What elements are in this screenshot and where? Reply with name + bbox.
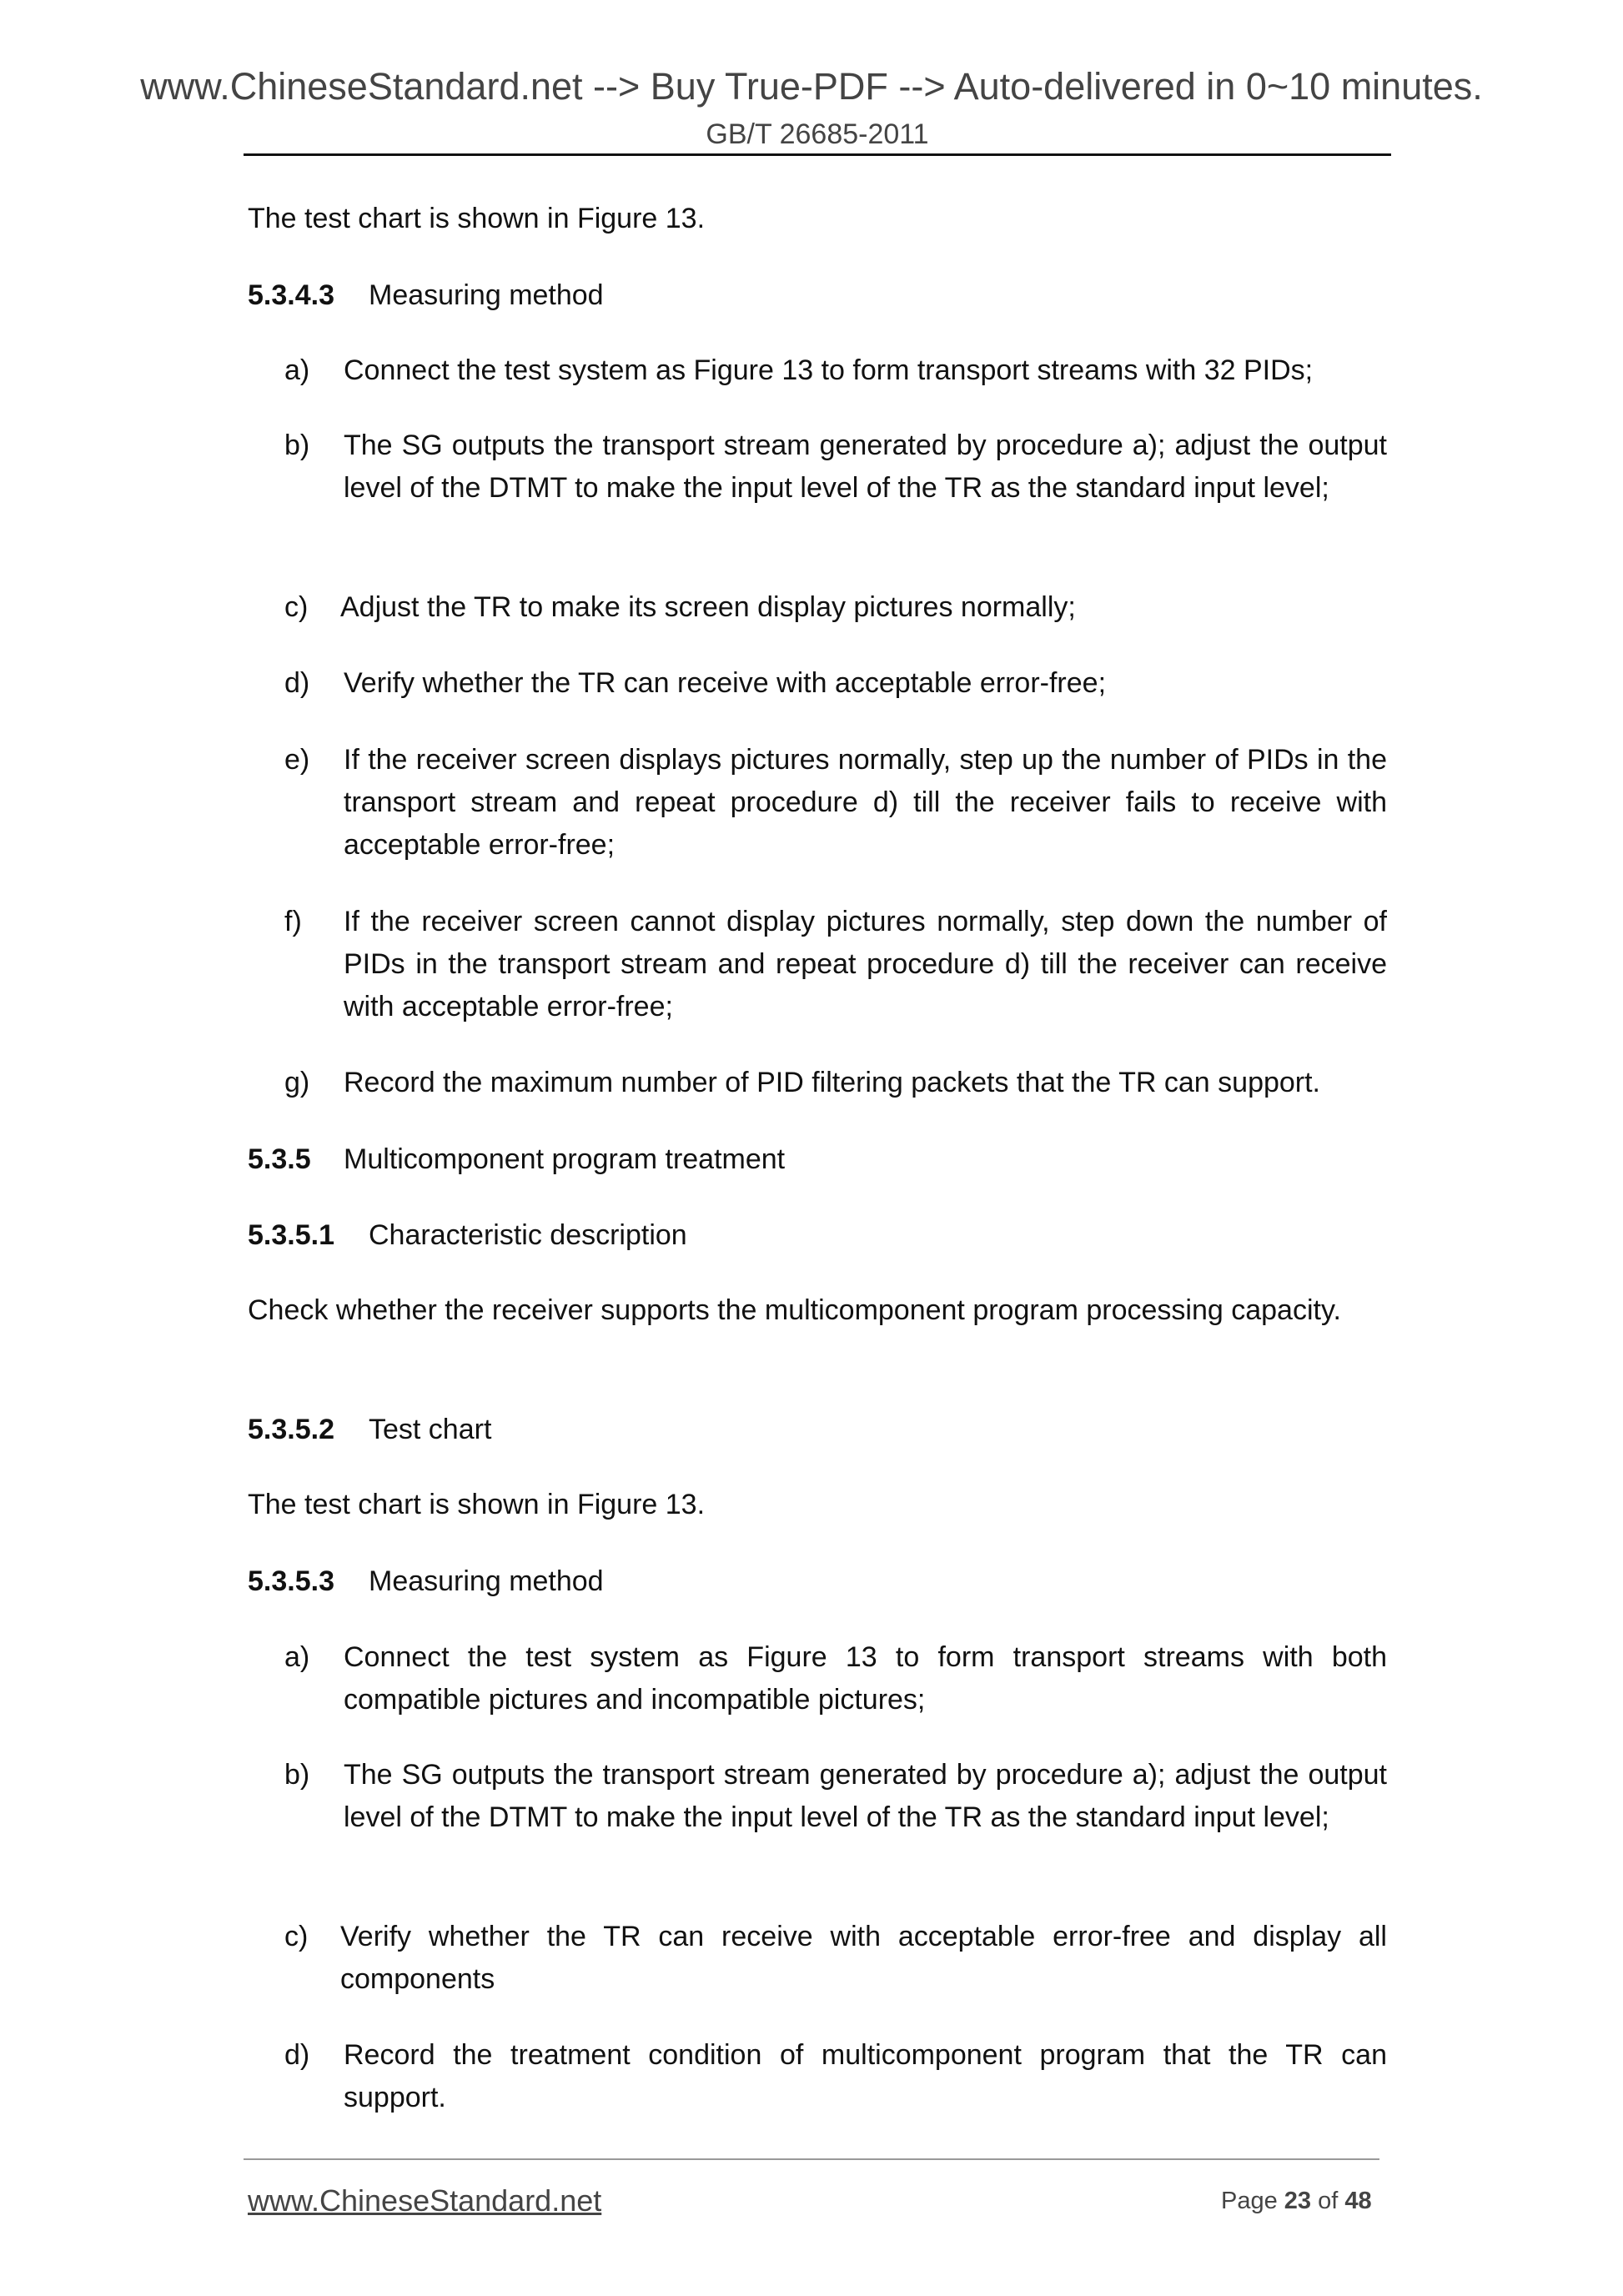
section-title: Characteristic description — [369, 1219, 687, 1251]
list-item: Verify whether the TR can receive with acceptable error-free and display all components — [340, 1921, 1387, 1995]
page-total: 48 — [1344, 2188, 1372, 2214]
list-label: c) — [284, 591, 309, 623]
section-title: Measuring method — [369, 279, 604, 311]
list-label: g) — [284, 1067, 310, 1098]
list-label: b) — [284, 1759, 310, 1791]
list-item: Record the treatment condition of multicomponent program that the TR can support. — [344, 2039, 1387, 2113]
page-prefix: Page — [1221, 2188, 1278, 2214]
header-divider — [244, 153, 1391, 156]
standard-code: GB/T 26685-2011 — [706, 118, 929, 150]
list-item: Connect the test system as Figure 13 to form transport streams with both compatible pictures and incompatible pictures; — [344, 1641, 1387, 1716]
section-number: 5.3.5.1 — [248, 1219, 334, 1251]
footer-website-link[interactable]: www.ChineseStandard.net — [248, 2183, 602, 2218]
paragraph: Check whether the receiver supports the multicomponent program processing capacity. — [248, 1294, 1341, 1326]
list-label: a) — [284, 354, 310, 386]
page-indicator — [1221, 2188, 1372, 2215]
section-number: 5.3.5 — [248, 1143, 311, 1175]
list-label: d) — [284, 2039, 310, 2071]
list-item: Connect the test system as Figure 13 to form transport streams with 32 PIDs; — [344, 354, 1314, 386]
list-item: The SG outputs the transport stream generated by procedure a); adjust the output level of the DTMT to make the input level of the TR as the standard input level; — [344, 430, 1387, 504]
section-title: Measuring method — [369, 1565, 604, 1597]
list-label: f) — [284, 906, 302, 937]
list-item: The SG outputs the transport stream generated by procedure a); adjust the output level of the DTMT to make the input level of the TR as the standard input level; — [344, 1759, 1387, 1833]
section-title: Multicomponent program treatment — [344, 1143, 786, 1175]
list-label: d) — [284, 667, 310, 699]
footer-divider — [244, 2158, 1379, 2160]
section-number: 5.3.5.2 — [248, 1414, 334, 1445]
page-of: of — [1318, 2188, 1339, 2214]
section-title: Test chart — [369, 1414, 492, 1445]
list-label: e) — [284, 744, 310, 776]
paragraph: The test chart is shown in Figure 13. — [248, 203, 706, 234]
list-label: a) — [284, 1641, 310, 1673]
list-label: b) — [284, 430, 310, 461]
section-number: 5.3.5.3 — [248, 1565, 334, 1597]
list-label: c) — [284, 1921, 309, 1952]
list-item: If the receiver screen displays pictures normally, step up the number of PIDs in the transport stream and repeat procedure d) till the receiver fails to receive with acceptable error-free; — [344, 744, 1387, 861]
section-number: 5.3.4.3 — [248, 279, 334, 311]
list-item: Record the maximum number of PID filtering packets that the TR can support. — [344, 1067, 1321, 1098]
header-banner: www.ChineseStandard.net --> Buy True-PDF --> Auto-delivered in 0~10 minutes. — [140, 65, 1483, 108]
list-item: Adjust the TR to make its screen display pictures normally; — [340, 591, 1076, 623]
paragraph: The test chart is shown in Figure 13. — [248, 1489, 706, 1520]
list-item: Verify whether the TR can receive with acceptable error-free; — [344, 667, 1107, 699]
list-item: If the receiver screen cannot display pictures normally, step down the number of PIDs in the transport stream and repeat procedure d) till the receiver can receive with acceptable error-free; — [344, 906, 1387, 1022]
page-number: 23 — [1284, 2188, 1312, 2214]
